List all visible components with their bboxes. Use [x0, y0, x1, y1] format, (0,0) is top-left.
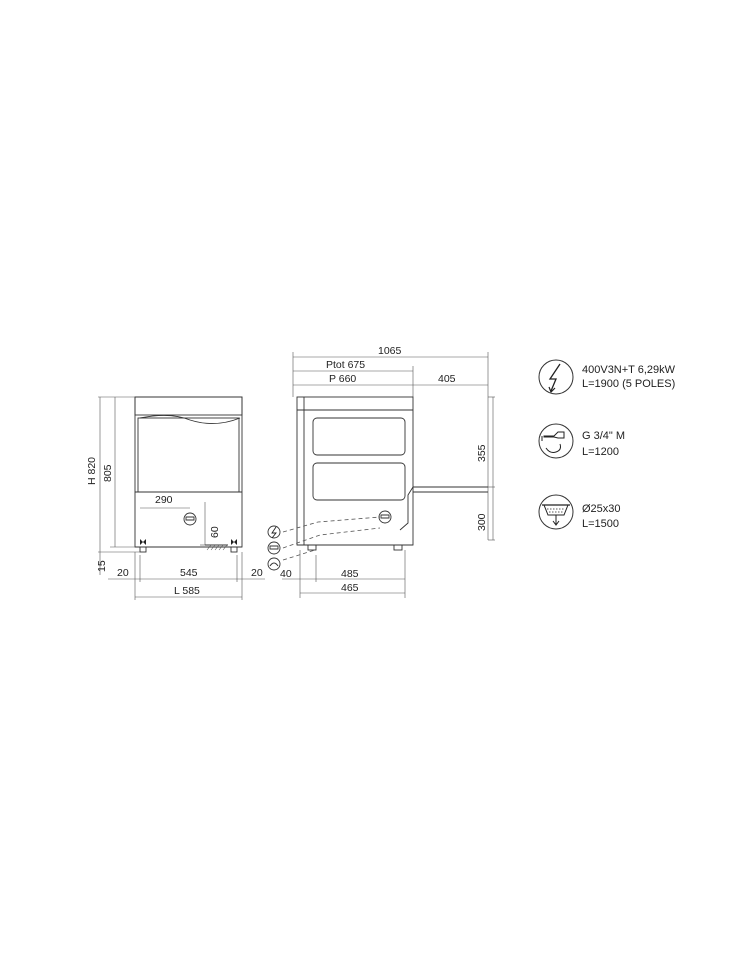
dim-width-total: L 585 [174, 585, 200, 597]
water-inlet-spec: G 3/4" M [582, 430, 626, 442]
connection-icons [268, 526, 280, 570]
dim-height-total: H 820 [86, 456, 98, 485]
side-view [282, 352, 495, 598]
drain-icon [539, 495, 573, 529]
legend-electric [539, 360, 676, 394]
dim-side-right: 20 [251, 567, 263, 579]
legend-drain [539, 495, 621, 530]
dim-conn-offset: 290 [155, 494, 173, 506]
dim-door-upper: 355 [476, 444, 488, 462]
dim-ptot: Ptot 675 [326, 359, 366, 371]
dim-foot-height: 15 [96, 560, 108, 572]
dim-height-body: 805 [102, 464, 114, 482]
electric-icon [539, 360, 573, 394]
legend-water-inlet [539, 424, 625, 458]
water-conn-icon [268, 558, 280, 570]
dim-inner-485: 485 [341, 568, 359, 580]
electric-spec: 400V3N+T 6,29kW [582, 364, 676, 376]
water-inlet-icon [539, 424, 573, 458]
dim-offset-40: 40 [280, 568, 292, 580]
electric-cable: L=1900 (5 POLES) [582, 378, 676, 390]
dim-depth: P 660 [329, 373, 357, 385]
dim-feet-465: 465 [341, 582, 359, 594]
dim-side-left: 20 [117, 567, 129, 579]
drain-spec: Ø25x30 [582, 503, 621, 515]
dim-conn-height: 60 [209, 526, 221, 538]
water-inlet-hose: L=1200 [582, 446, 620, 458]
dim-inner-width: 545 [180, 567, 198, 579]
drain-hose: L=1500 [582, 518, 620, 530]
dim-door-depth: 405 [438, 373, 456, 385]
dim-total-depth: 1065 [378, 345, 402, 357]
dim-door-lower: 300 [476, 513, 488, 531]
